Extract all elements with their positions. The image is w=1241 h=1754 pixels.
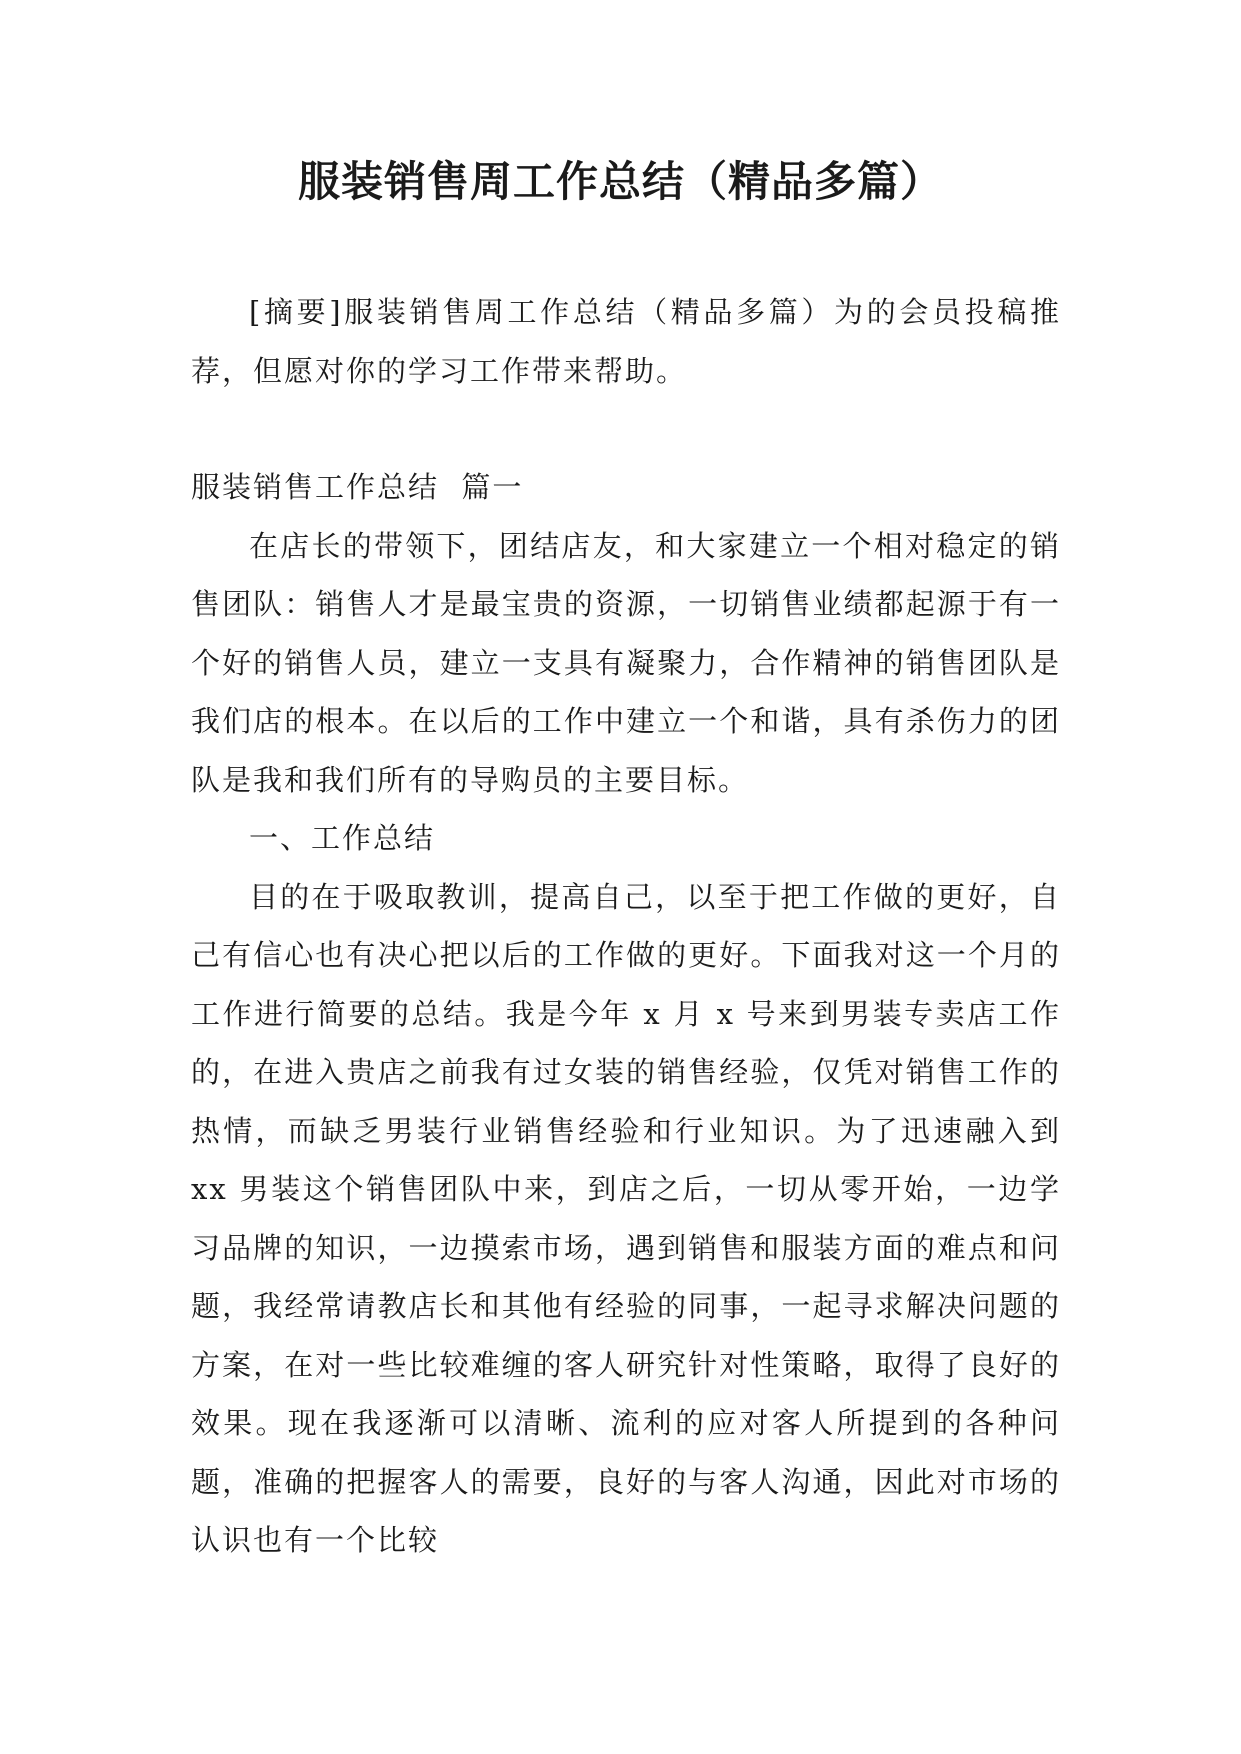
subheading-work-summary: 一、工作总结 <box>249 821 436 855</box>
spacer <box>191 400 1061 458</box>
section-heading: 服装销售工作总结 篇一 <box>191 470 524 504</box>
document-title: 服装销售周工作总结（精品多篇） <box>297 157 943 206</box>
body-paragraph-1: 在店长的带领下，团结店友，和大家建立一个相对稳定的销售团队：销售人才是最宝贵的资源，一切销售业绩都起源于有一个好的销售人员，建立一支具有凝聚力，合作精神的销售团队是我们店的根本。在以后的工作中建立一个和谐，具有杀伤力的团队是我和我们所有的导购员的主要目标。 <box>191 528 1061 797</box>
body-paragraph-2: 目的在于吸取教训，提高自己，以至于把工作做的更好，自己有信心也有决心把以后的工作做的更好。下面我对这一个月的工作进行简要的总结。我是今年 x 月 x 号来到男装专卖店工作的，在进入贵店之前我有过女装的销售经验，仅凭对销售工作的热情，而缺乏男装行业销售经验和行业知识。为了迅速融入到 xx 男装这个销售团队中来，到店之后，一切从零开始，一边学习品牌的知识，一边摸索市场，遇到销售和服装方面的难点和问题，我经常请教店长和其他有经验的同事，一起寻求解决问题的方案，在对一些比较难缠的客人研究针对性策略，取得了良好的效果。现在我逐渐可以清晰、流利的应对客人所提到的各种问题，准确的把握客人的需要，良好的与客人沟通，因此对市场的认识也有一个比较 <box>191 879 1061 1557</box>
document-body <box>191 283 1061 1570</box>
abstract-paragraph: [摘要]服装销售周工作总结（精品多篇）为的会员投稿推荐，但愿对你的学习工作带来帮助。 <box>191 295 1061 388</box>
